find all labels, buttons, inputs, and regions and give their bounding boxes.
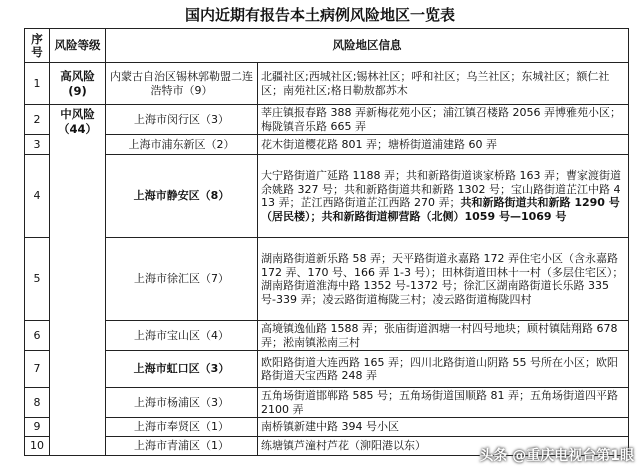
- row-area: 上海市虹口区（3）: [106, 351, 258, 388]
- row-area: 上海市奉贤区（1）: [106, 418, 258, 437]
- row-num: 2: [25, 105, 50, 135]
- row-num: 9: [25, 418, 50, 437]
- table-row: [25, 351, 629, 388]
- row-num: 3: [25, 135, 50, 155]
- row-num: 4: [25, 155, 50, 238]
- row-info: 莘庄镇报春路 388 弄新梅花苑小区；浦江镇召楼路 2056 弄博雅苑小区；梅陇镇音乐路 665 弄: [258, 105, 629, 135]
- row-area: 内蒙古自治区锡林郭勒盟二连浩特市（9）: [106, 63, 258, 105]
- row-area: 上海市闵行区（3）: [106, 105, 258, 135]
- table-row: [25, 135, 629, 155]
- row-num: 6: [25, 321, 50, 351]
- row-area: 上海市浦东新区（2）: [106, 135, 258, 155]
- row-area: 上海市杨浦区（3）: [106, 388, 258, 418]
- row-num: 7: [25, 351, 50, 388]
- table-header-row: [25, 29, 629, 63]
- row-num: 10: [25, 437, 50, 456]
- table-row: [25, 155, 629, 238]
- table-row: [25, 388, 629, 418]
- row-info: 南桥镇新建中路 394 号小区: [258, 418, 629, 437]
- row-area: 上海市宝山区（4）: [106, 321, 258, 351]
- row-area: 上海市徐汇区（7）: [106, 238, 258, 321]
- level-high: 高风险 (9): [50, 63, 106, 105]
- header-num: 序号: [25, 29, 50, 63]
- table-row: [25, 238, 629, 321]
- row-num: 5: [25, 238, 50, 321]
- row-info-bold: 共和新路街道共和新路 1290 号（居民楼）；共和新路街道柳营路（北侧）1059 号—1069 号: [261, 196, 620, 223]
- risk-area-table: [24, 28, 629, 456]
- header-level: 风险等级: [50, 29, 106, 63]
- row-info: 北疆社区;西城社区;锡林社区；呼和社区；乌兰社区；东城社区；额仁社区；南苑社区;格日勒敖都苏木: [258, 63, 629, 105]
- row-info: 花木街道樱花路 801 弄；塘桥街道浦建路 60 弄: [258, 135, 629, 155]
- level-medium: 中风险 （44）: [50, 105, 106, 456]
- row-info: 五角场街道邯郸路 585 号；五角场街道国顺路 81 弄；五角场街道四平路 2100 弄: [258, 388, 629, 418]
- table-row: [25, 418, 629, 437]
- row-info: 湖南路街道新乐路 58 弄；天平路街道永嘉路 172 弄住宅小区（含永嘉路 172 弄、170 号、166 弄 1-3 号）；田林街道田林十一村（多层住宅区）；湖南路街道淮海中路 1352 号-1372 号；徐汇区湖南路街道长乐路 335 号-339 弄；凌云路街道梅陇三村；凌云路街道梅陇四村: [258, 238, 629, 321]
- row-num: 8: [25, 388, 50, 418]
- row-info: 练塘镇芦潼村芦花（泖阳港以东）: [258, 437, 629, 456]
- row-info: [258, 155, 629, 238]
- row-info-regular: 大宁路街道广延路 1188 弄；共和新路街道谈家桥路 163 弄；曹家渡街道余姚路 327 号；共和新路街道共和新路 1302 号；宝山路街道芷江中路 413 弄；芷江西路街道芷江西路 270 弄；: [261, 169, 621, 209]
- table-row: [25, 105, 629, 135]
- row-info: 欧阳路街道大连西路 165 弄；四川北路街道山阴路 55 号所在小区；欧阳路街道天宝西路 248 弄: [258, 351, 629, 388]
- row-area: 上海市青浦区（1）: [106, 437, 258, 456]
- header-area-info: 风险地区信息: [106, 29, 629, 63]
- watermark: 头条 @重庆电视台第1眼: [479, 448, 634, 464]
- table-row: [25, 63, 629, 105]
- page-title: 国内近期有报告本土病例风险地区一览表: [184, 6, 455, 24]
- row-area: 上海市静安区（8）: [106, 155, 258, 238]
- table-row: [25, 321, 629, 351]
- row-num: 1: [25, 63, 50, 105]
- row-info: 高境镇逸仙路 1588 弄；张庙街道泗塘一村四号地块；顾村镇陆翔路 678 弄；淞南镇淞南三村: [258, 321, 629, 351]
